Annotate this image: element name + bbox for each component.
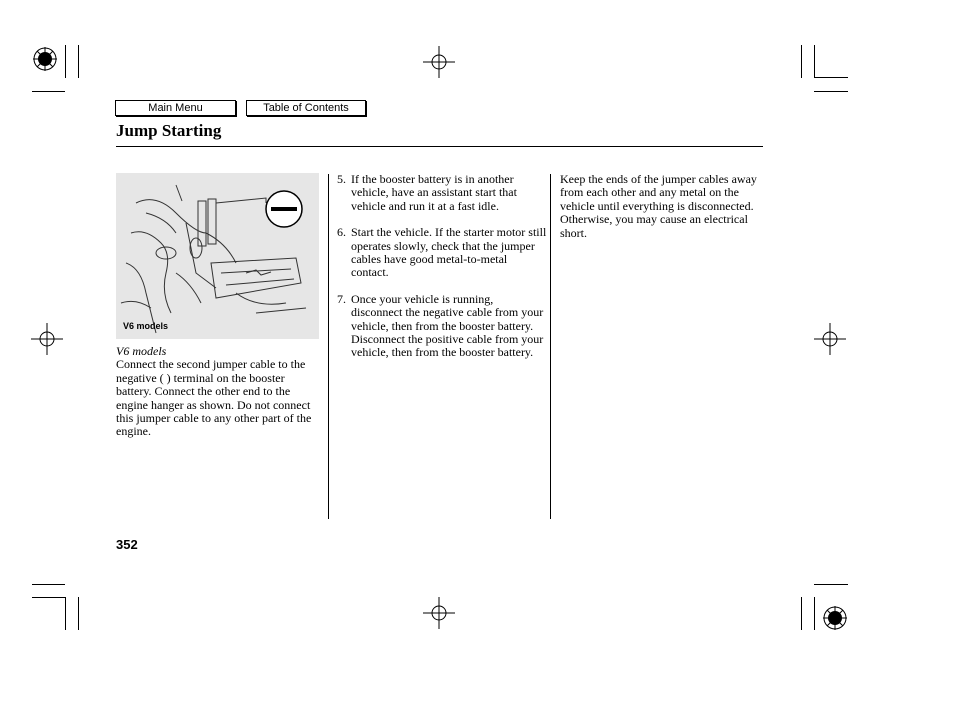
crosshair-right (814, 323, 846, 355)
negative-terminal-icon (264, 189, 304, 229)
step-text: Once your vehicle is running, disconnect the negative cable from your vehicle, then from the booster battery. Disconnect the positive cable from your vehicle, then from the booster battery. (351, 291, 544, 360)
list-item (337, 173, 547, 213)
step-number: 6. (337, 225, 346, 240)
crosshair-top (423, 46, 455, 78)
title-rule (116, 146, 763, 147)
table-of-contents-button[interactable]: Table of Contents (246, 100, 366, 116)
engine-illustration (116, 173, 319, 339)
column-2 (337, 173, 547, 373)
step-number: 5. (337, 172, 346, 186)
column-1-paragraph: Connect the second jumper cable to the negative ( ) terminal on the booster battery. Connect the other end to the engine hanger as shown. Do not connect this jumper cable to any other part of the engine. (116, 357, 312, 439)
v6-models-caption: V6 models (116, 344, 167, 358)
step-text: If the booster battery is in another vehicle, have an assistant start that vehicle and run it at a fast idle. (351, 172, 517, 213)
column-1 (116, 345, 321, 439)
list-item (337, 226, 547, 280)
registration-target-bottom-right (820, 603, 850, 633)
column-3-paragraph: Keep the ends of the jumper cables away from each other and any metal on the vehicle until everything is disconnected. Otherwise, you may cause an electrical short. (560, 172, 757, 240)
crosshair-bottom (423, 597, 455, 629)
registration-target-top-left (30, 44, 60, 74)
column-divider-1 (328, 174, 329, 519)
page-number: 352 (116, 537, 138, 552)
step-text: Start the vehicle. If the starter motor still operates slowly, check that the jumper cables have good metal-to-metal contact. (351, 225, 547, 280)
page-title: Jump Starting (116, 121, 222, 140)
crosshair-left (31, 323, 63, 355)
column-divider-2 (550, 174, 551, 519)
figure-label: V6 models (123, 321, 169, 331)
main-menu-button[interactable]: Main Menu (115, 100, 236, 116)
step-number: 7. (337, 291, 346, 306)
steps-list (337, 173, 547, 360)
list-item (337, 293, 547, 360)
